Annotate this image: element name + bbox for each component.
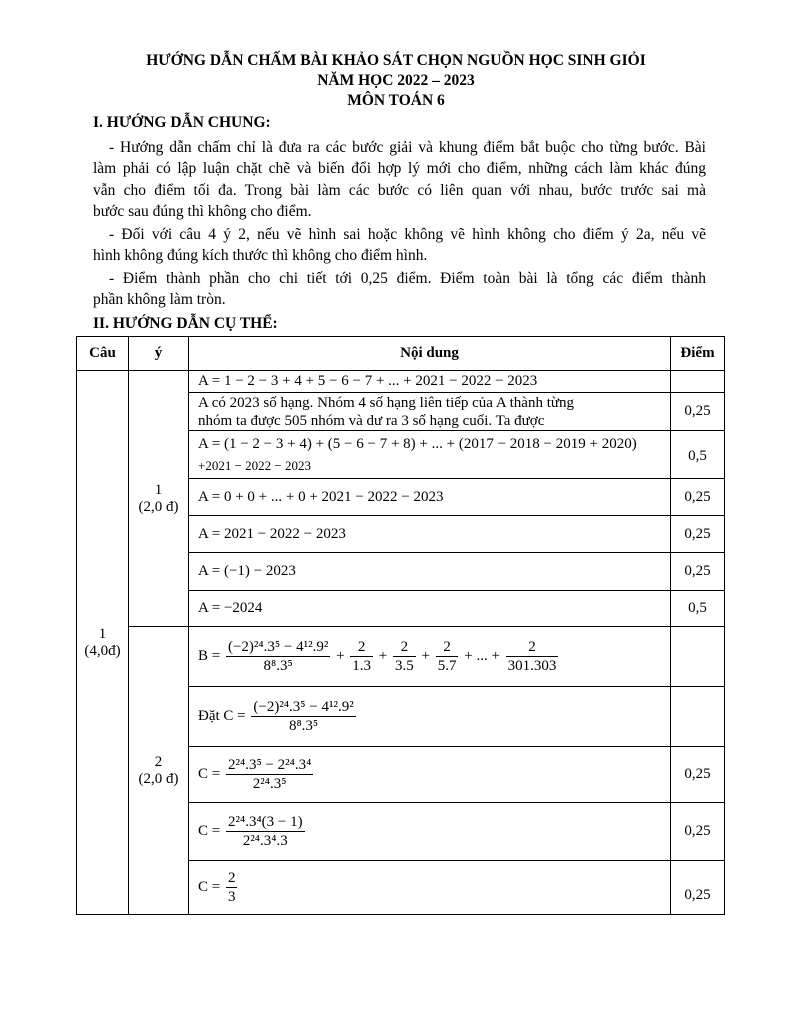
fraction-denominator: 301.303 [507,658,557,674]
math-line: A = (1 − 2 − 3 + 4) + (5 − 6 − 7 + 8) + ... + (2017 − 2018 − 2019 + 2020) [198,435,637,452]
fraction [251,698,355,735]
math-expression-c2 [198,814,307,849]
score-cell: 0,25 [671,803,725,861]
fraction-numerator: 2 [227,870,236,886]
fraction [350,638,373,675]
y1-label: 1 [154,481,163,498]
math-text: C = [198,765,221,782]
cau-points: (4,0đ) [84,642,121,659]
math-line: A = 2021 − 2022 − 2023 [198,525,346,542]
content-cell [189,747,671,803]
y1-points: (2,0 đ) [138,498,179,515]
content-cell [189,861,671,915]
fraction [436,638,459,675]
text-line: làm phải có lập luận chặt chẽ và biến đổi hợp lý mới cho điểm, những cách làm khác đúng [93,160,706,178]
fraction [226,869,238,906]
content-cell [189,371,671,393]
fraction-numerator: (−2)²⁴.3⁵ − 4¹².9² [227,639,329,655]
text-line: vẫn cho điểm tối đa. Trong bài làm các bước có liên quan với nhau, bước trước sai mà [93,181,706,199]
text-line: - Điểm thành phần cho chi tiết tới 0,25 điểm. Điểm toàn bài là tổng các điểm thành [109,270,706,287]
score-cell: 0,25 [671,393,725,431]
math-expression-c1 [198,757,315,792]
table-row [77,627,725,687]
score-cell: 0,5 [671,591,725,627]
text-line: bước sau đúng thì không cho điểm. [93,203,312,221]
general-paragraph-1 [93,137,706,223]
content-cell [189,393,671,431]
score-cell: 0,25 [671,553,725,591]
score-cell [671,687,725,747]
table-row [77,371,725,393]
text-line: - Hướng dẫn chấm chỉ là đưa ra các bước giải và khung điểm bắt buộc cho từng bước. Bài [109,139,706,156]
content-cell [189,516,671,553]
math-line: A = 0 + 0 + ... + 0 + 2021 − 2022 − 2023 [198,488,444,505]
text-line: A có 2023 số hạng. Nhóm 4 số hạng liên tiếp của A thành từng [198,394,575,411]
y1-cell [129,371,189,627]
math-expression-b: B = $\frac{\text{(−2)²⁴.3⁵ − 4¹².9²}}{\text{8⁸.3⁵}}$ + $\frac{2}{1.3}$ + $\frac{2}{3.5}$ + $\frac{2}{5.7}$ + ... + $\frac{2}{301.303}$ [198,639,557,674]
fraction [393,638,416,675]
content-cell [189,591,671,627]
fraction-denominator: 8⁸.3⁵ [263,658,293,674]
y2-label: 2 [154,753,163,770]
score-cell [671,627,725,687]
general-paragraph-3 [93,268,706,311]
math-line: A = 1 − 2 − 3 + 4 + 5 − 6 − 7 + ... + 2021 − 2022 − 2023 [198,373,538,389]
doc-title-line2: NĂM HỌC 2022 – 2023 [317,72,475,89]
text-line: hình không đúng kích thước thì không cho điểm hình. [93,247,428,265]
fraction-denominator: 2²⁴.3⁵ [252,776,287,792]
math-expression-c3 [198,870,239,905]
doc-title-line1: HƯỚNG DẪN CHẤM BÀI KHẢO SÁT CHỌN NGUỒN HỌC SINH GIỎI [146,52,646,69]
math-line: +2021 − 2022 − 2023 [198,457,311,473]
content-cell [189,431,671,479]
header-cau: Câu [77,337,129,371]
content-cell [189,687,671,747]
math-text: B = [198,647,221,664]
text-line: phần không làm tròn. [93,291,226,309]
header-diem: Điểm [671,337,725,371]
y2-cell [129,627,189,915]
fraction-numerator: 2²⁴.3⁵ − 2²⁴.3⁴ [227,757,312,773]
fraction-denominator: 3 [227,889,236,905]
fraction [226,813,305,850]
math-text: C = [198,878,221,895]
math-line: A = (−1) − 2023 [198,563,296,579]
table-header-row [77,337,725,371]
score-cell: 0,25 [671,747,725,803]
fraction-numerator: 2 [506,638,559,657]
score-cell: 0,25 [671,516,725,553]
header-y: ý [129,337,189,371]
math-text: C = [198,822,221,839]
fraction-denominator: 1.3 [352,658,372,674]
section-heading-detail: II. HƯỚNG DẪN CỤ THỂ: [93,315,278,332]
content-cell [189,479,671,516]
fraction-denominator: 5.7 [437,658,457,674]
doc-title-line3: MÔN TOÁN 6 [347,92,445,109]
score-cell: 0,25 [671,479,725,516]
cau-cell [77,371,129,915]
fraction-numerator: (−2)²⁴.3⁵ − 4¹².9² [253,699,354,715]
fraction-denominator: 3.5 [395,658,414,674]
fraction [226,756,313,793]
score-cell [671,371,725,393]
text-line: nhóm ta được 505 nhóm và dư ra 3 số hạng cuối. Ta được [198,412,545,429]
scoring-table [76,336,725,915]
math-text: Đặt C = [198,707,246,724]
section-heading-general: I. HƯỚNG DẪN CHUNG: [93,114,271,131]
fraction-numerator: 2²⁴.3⁴(3 − 1) [227,814,303,830]
general-paragraph-2 [93,224,706,267]
math-expression-c0 [198,699,358,734]
fraction-denominator: 2²⁴.3⁴.3 [242,833,288,849]
fraction-numerator: 2 [350,638,373,657]
content-cell [189,803,671,861]
fraction-numerator: 2 [436,638,459,657]
fraction [226,638,330,675]
math-line: A = −2024 [198,600,263,616]
content-cell [189,553,671,591]
y2-points: (2,0 đ) [138,770,179,787]
cau-label: 1 [98,625,107,642]
fraction-numerator: 2 [393,638,416,657]
fraction [506,638,559,675]
score-cell: 0,5 [671,431,725,479]
fraction-denominator: 8⁸.3⁵ [288,718,319,734]
score-cell: 0,25 [671,861,725,915]
text-line: - Đối với câu 4 ý 2, nếu vẽ hình sai hoặc không vẽ hình không cho điểm ý 2a, nếu vẽ [109,226,706,243]
header-noidung: Nội dung [189,337,671,371]
content-cell [189,627,671,687]
math-text: + ... + [464,647,500,664]
